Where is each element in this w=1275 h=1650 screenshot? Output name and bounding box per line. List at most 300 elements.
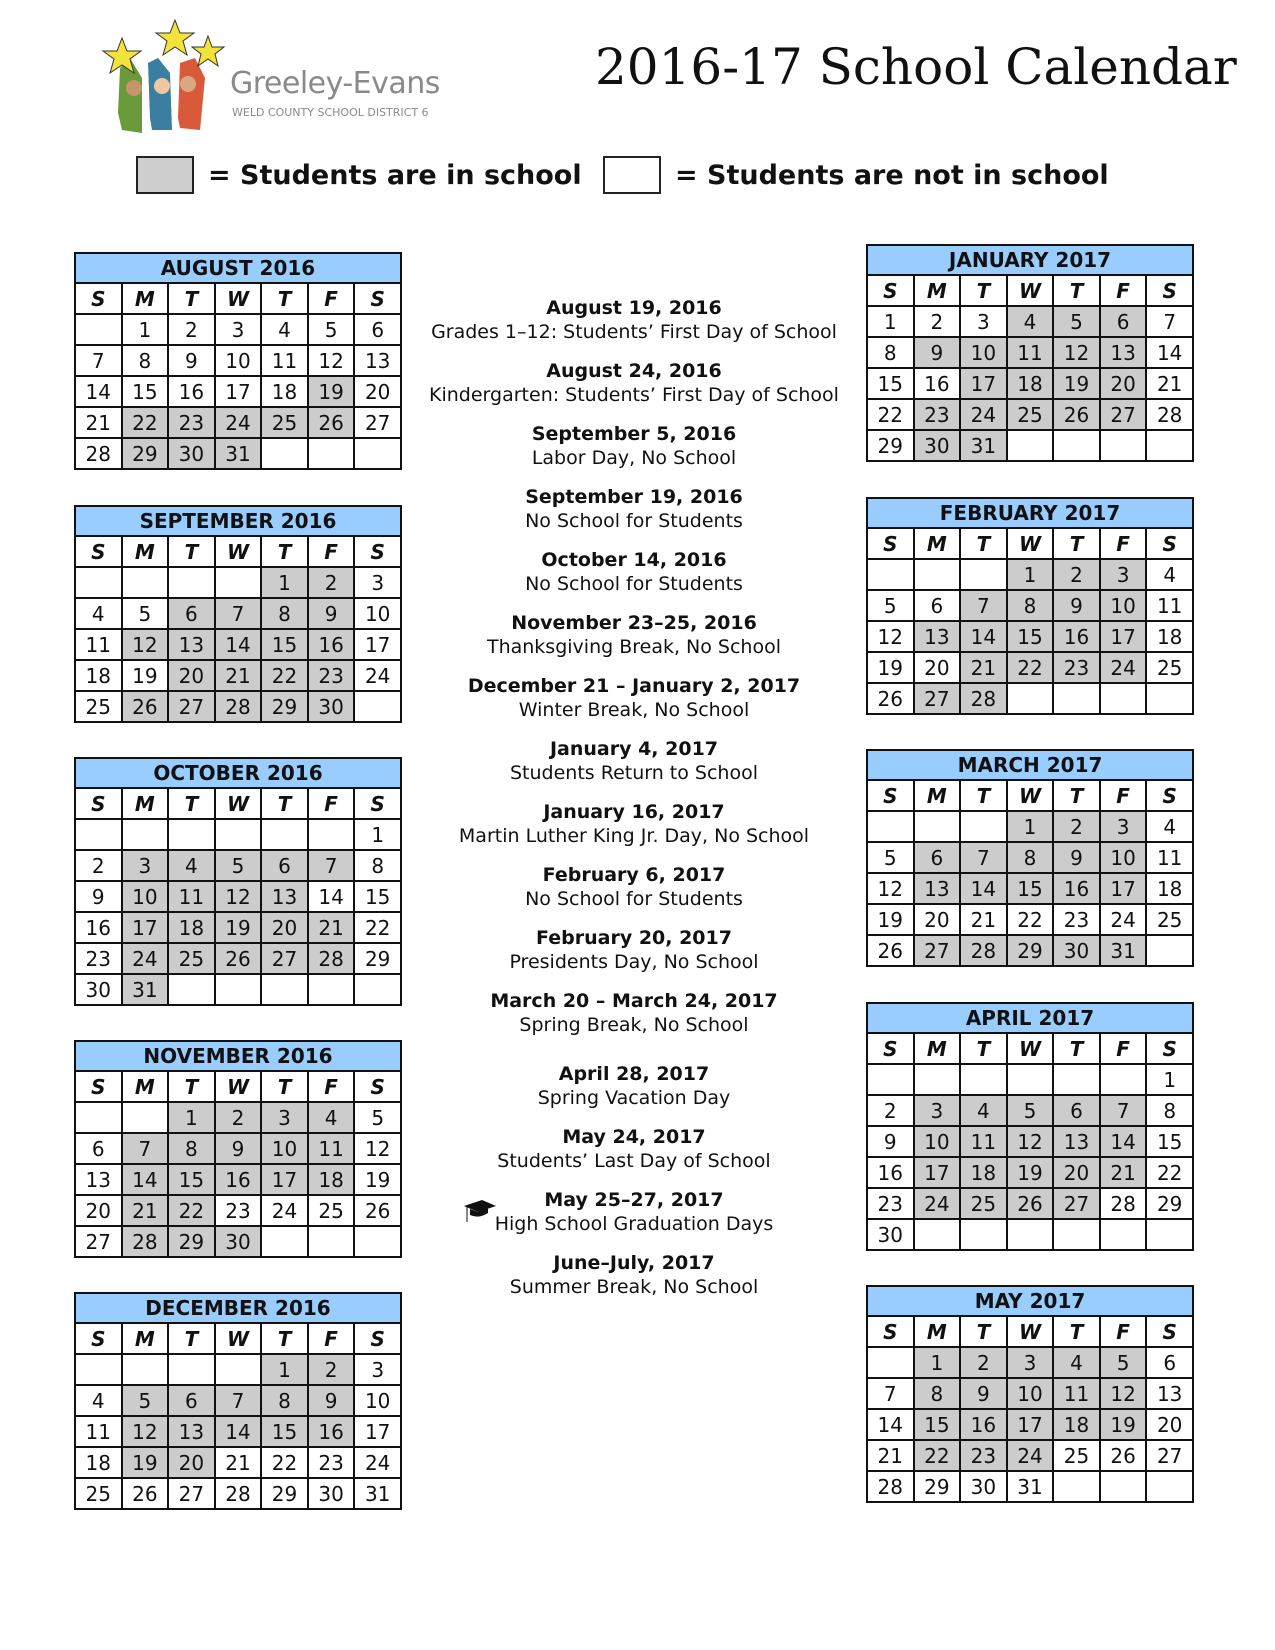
day-cell-no-school: 23 [308, 1447, 355, 1478]
day-cell-in-school: 20 [1053, 1157, 1100, 1188]
weekday-header: W [215, 1323, 262, 1354]
empty-cell [1146, 935, 1193, 966]
event-item [424, 1062, 844, 1125]
day-cell-no-school: 18 [75, 1447, 122, 1478]
day-cell-no-school: 15 [122, 376, 169, 407]
day-cell-no-school: 13 [354, 345, 401, 376]
day-cell-in-school: 9 [1053, 590, 1100, 621]
day-cell-in-school: 10 [122, 881, 169, 912]
weekday-header: T [261, 1071, 308, 1102]
day-cell-no-school: 15 [867, 368, 914, 399]
event-date: May 25–27, 2017 [544, 1189, 724, 1211]
day-cell-no-school: 22 [1146, 1157, 1193, 1188]
day-cell-in-school: 31 [122, 974, 169, 1005]
day-cell-no-school: 10 [354, 1385, 401, 1416]
day-cell-in-school: 25 [960, 1188, 1007, 1219]
day-cell-in-school: 4 [1007, 306, 1054, 337]
day-cell-no-school: 16 [75, 912, 122, 943]
day-cell-in-school: 21 [960, 652, 1007, 683]
day-cell-no-school: 6 [75, 1133, 122, 1164]
event-description: Presidents Day, No School [509, 951, 759, 973]
legend-not-in-school [603, 156, 1109, 194]
day-cell-no-school: 3 [354, 1354, 401, 1385]
day-cell-in-school: 14 [960, 621, 1007, 652]
event-date: September 19, 2016 [525, 486, 743, 508]
day-cell-in-school: 29 [168, 1226, 215, 1257]
day-cell-in-school: 27 [1100, 399, 1147, 430]
event-item [424, 485, 844, 548]
day-cell-in-school: 8 [261, 598, 308, 629]
day-cell-in-school: 30 [168, 438, 215, 469]
empty-cell [261, 438, 308, 469]
day-cell-no-school: 29 [354, 943, 401, 974]
empty-cell [960, 559, 1007, 590]
event-item [424, 1188, 844, 1251]
legend-not-in-school-label: = Students are not in school [675, 159, 1109, 191]
day-cell-in-school: 23 [960, 1440, 1007, 1471]
event-description: No School for Students [525, 573, 743, 595]
day-cell-no-school: 3 [215, 314, 262, 345]
day-cell-in-school: 13 [168, 629, 215, 660]
empty-cell [215, 1354, 262, 1385]
day-cell-in-school: 5 [215, 850, 262, 881]
weekday-header: F [1100, 528, 1147, 559]
day-cell-in-school: 11 [168, 881, 215, 912]
day-cell-in-school: 25 [261, 407, 308, 438]
day-cell-no-school: 25 [1146, 652, 1193, 683]
day-cell-in-school: 10 [960, 337, 1007, 368]
weekday-header: M [122, 1071, 169, 1102]
day-cell-no-school: 12 [867, 621, 914, 652]
day-cell-in-school: 10 [914, 1126, 961, 1157]
day-cell-in-school: 6 [914, 842, 961, 873]
event-description: Thanksgiving Break, No School [486, 636, 782, 658]
day-cell-no-school: 14 [867, 1409, 914, 1440]
empty-cell [75, 314, 122, 345]
day-cell-no-school: 6 [914, 590, 961, 621]
day-cell-no-school: 5 [867, 590, 914, 621]
empty-cell [1053, 683, 1100, 714]
day-cell-in-school: 16 [308, 1416, 355, 1447]
day-cell-no-school: 1 [867, 306, 914, 337]
gray-swatch-icon [136, 156, 194, 194]
weekday-header: F [1100, 1316, 1147, 1347]
day-cell-in-school: 2 [215, 1102, 262, 1133]
day-cell-no-school: 17 [354, 1416, 401, 1447]
day-cell-in-school: 20 [261, 912, 308, 943]
day-cell-no-school: 1 [122, 314, 169, 345]
day-cell-no-school: 19 [867, 652, 914, 683]
empty-cell [867, 1347, 914, 1378]
day-cell-no-school: 27 [75, 1226, 122, 1257]
empty-cell [354, 691, 401, 722]
day-cell-no-school: 3 [354, 567, 401, 598]
day-cell-no-school: 26 [354, 1195, 401, 1226]
day-cell-no-school: 25 [308, 1195, 355, 1226]
event-date: October 14, 2016 [541, 549, 727, 571]
day-cell-in-school: 14 [1100, 1126, 1147, 1157]
day-cell-no-school: 8 [354, 850, 401, 881]
weekday-header: S [75, 1071, 122, 1102]
weekday-header: S [354, 283, 401, 314]
day-cell-in-school: 9 [960, 1378, 1007, 1409]
empty-cell [1053, 1471, 1100, 1502]
day-cell-in-school: 2 [1053, 559, 1100, 590]
day-cell-no-school: 12 [308, 345, 355, 376]
day-cell-no-school: 24 [1100, 904, 1147, 935]
day-cell-no-school: 23 [1053, 904, 1100, 935]
empty-cell [75, 567, 122, 598]
day-cell-in-school: 13 [1100, 337, 1147, 368]
weekday-header: T [960, 1033, 1007, 1064]
day-cell-in-school: 9 [914, 337, 961, 368]
day-cell-no-school: 14 [308, 881, 355, 912]
weekday-header: M [122, 283, 169, 314]
day-cell-no-school: 26 [1100, 1440, 1147, 1471]
empty-cell [75, 819, 122, 850]
day-cell-no-school: 22 [354, 912, 401, 943]
day-cell-in-school: 6 [1100, 306, 1147, 337]
day-cell-no-school: 9 [867, 1126, 914, 1157]
graduation-cap-icon [464, 1200, 496, 1230]
legend-in-school [136, 156, 582, 194]
day-cell-in-school: 27 [914, 935, 961, 966]
day-cell-no-school: 15 [1146, 1126, 1193, 1157]
day-cell-in-school: 4 [960, 1095, 1007, 1126]
month-title: NOVEMBER 2016 [75, 1041, 401, 1071]
weekday-header: T [1053, 528, 1100, 559]
day-cell-no-school: 1 [1146, 1064, 1193, 1095]
day-cell-in-school: 23 [308, 660, 355, 691]
day-cell-no-school: 29 [1146, 1188, 1193, 1219]
event-date: May 24, 2017 [562, 1126, 706, 1148]
day-cell-no-school: 10 [354, 598, 401, 629]
empty-cell [914, 1064, 961, 1095]
weekday-header: S [1146, 528, 1193, 559]
weekday-header: S [1146, 275, 1193, 306]
event-item [424, 422, 844, 485]
day-cell-no-school: 29 [867, 430, 914, 461]
empty-cell [308, 974, 355, 1005]
weekday-header: S [867, 528, 914, 559]
day-cell-in-school: 19 [308, 376, 355, 407]
event-item [424, 737, 844, 800]
day-cell-in-school: 1 [1007, 811, 1054, 842]
event-description: Martin Luther King Jr. Day, No School [458, 825, 810, 847]
empty-cell [1007, 1219, 1054, 1250]
empty-cell [1053, 1064, 1100, 1095]
day-cell-no-school: 17 [215, 376, 262, 407]
day-cell-in-school: 6 [261, 850, 308, 881]
empty-cell [914, 1219, 961, 1250]
day-cell-in-school: 16 [960, 1409, 1007, 1440]
day-cell-no-school: 15 [354, 881, 401, 912]
day-cell-in-school: 3 [1100, 811, 1147, 842]
weekday-header: T [168, 788, 215, 819]
weekday-header: F [1100, 1033, 1147, 1064]
day-cell-in-school: 29 [1007, 935, 1054, 966]
day-cell-in-school: 12 [1100, 1378, 1147, 1409]
day-cell-in-school: 19 [122, 1447, 169, 1478]
month-title: APRIL 2017 [867, 1003, 1193, 1033]
day-cell-in-school: 22 [261, 660, 308, 691]
weekday-header: S [867, 1033, 914, 1064]
empty-cell [308, 1226, 355, 1257]
empty-cell [168, 567, 215, 598]
day-cell-no-school: 30 [308, 1478, 355, 1509]
day-cell-in-school: 15 [1007, 873, 1054, 904]
empty-cell [914, 811, 961, 842]
legend-in-school-label: = Students are in school [208, 159, 582, 191]
empty-cell [867, 811, 914, 842]
event-description: No School for Students [525, 510, 743, 532]
day-cell-in-school: 29 [261, 691, 308, 722]
day-cell-in-school: 15 [261, 1416, 308, 1447]
empty-cell [215, 974, 262, 1005]
day-cell-in-school: 5 [1053, 306, 1100, 337]
event-description: Spring Break, No School [519, 1014, 749, 1036]
event-item [424, 296, 844, 359]
empty-cell [867, 559, 914, 590]
day-cell-in-school: 17 [1100, 873, 1147, 904]
day-cell-no-school: 19 [867, 904, 914, 935]
day-cell-in-school: 1 [261, 567, 308, 598]
event-date: November 23–25, 2016 [511, 612, 757, 634]
empty-cell [168, 1354, 215, 1385]
weekday-header: F [308, 536, 355, 567]
day-cell-in-school: 5 [1100, 1347, 1147, 1378]
day-cell-in-school: 15 [168, 1164, 215, 1195]
day-cell-no-school: 23 [75, 943, 122, 974]
event-date: March 20 – March 24, 2017 [490, 990, 778, 1012]
day-cell-in-school: 3 [914, 1095, 961, 1126]
day-cell-in-school: 17 [1100, 621, 1147, 652]
empty-cell [1007, 1064, 1054, 1095]
day-cell-no-school: 11 [1146, 842, 1193, 873]
day-cell-no-school: 31 [354, 1478, 401, 1509]
day-cell-in-school: 7 [122, 1133, 169, 1164]
event-item [424, 1251, 844, 1314]
empty-cell [168, 974, 215, 1005]
month-calendar [866, 244, 1194, 462]
day-cell-in-school: 1 [914, 1347, 961, 1378]
month-title: OCTOBER 2016 [75, 758, 401, 788]
event-date: April 28, 2017 [558, 1063, 710, 1085]
day-cell-no-school: 6 [354, 314, 401, 345]
empty-cell [914, 559, 961, 590]
day-cell-no-school: 17 [354, 629, 401, 660]
event-date: January 16, 2017 [543, 801, 725, 823]
day-cell-in-school: 1 [168, 1102, 215, 1133]
weekday-header: S [867, 1316, 914, 1347]
empty-cell [261, 819, 308, 850]
day-cell-in-school: 23 [1053, 652, 1100, 683]
day-cell-in-school: 8 [914, 1378, 961, 1409]
day-cell-no-school: 28 [75, 438, 122, 469]
day-cell-in-school: 26 [308, 407, 355, 438]
month-title: DECEMBER 2016 [75, 1293, 401, 1323]
day-cell-in-school: 4 [168, 850, 215, 881]
day-cell-in-school: 2 [308, 1354, 355, 1385]
day-cell-no-school: 25 [75, 1478, 122, 1509]
day-cell-in-school: 27 [261, 943, 308, 974]
empty-cell [1100, 1471, 1147, 1502]
day-cell-in-school: 26 [215, 943, 262, 974]
month-calendar [866, 1002, 1194, 1251]
day-cell-no-school: 24 [354, 1447, 401, 1478]
day-cell-no-school: 2 [914, 306, 961, 337]
day-cell-no-school: 26 [867, 683, 914, 714]
day-cell-in-school: 24 [1007, 1440, 1054, 1471]
day-cell-in-school: 9 [1053, 842, 1100, 873]
event-description: Summer Break, No School [509, 1276, 759, 1298]
day-cell-in-school: 19 [1007, 1157, 1054, 1188]
day-cell-no-school: 20 [1146, 1409, 1193, 1440]
day-cell-in-school: 7 [1100, 1095, 1147, 1126]
day-cell-in-school: 27 [1053, 1188, 1100, 1219]
empty-cell [960, 811, 1007, 842]
day-cell-in-school: 2 [1053, 811, 1100, 842]
day-cell-no-school: 31 [1007, 1471, 1054, 1502]
weekday-header: M [914, 780, 961, 811]
day-cell-no-school: 4 [261, 314, 308, 345]
weekday-header: W [1007, 1316, 1054, 1347]
empty-cell [122, 1354, 169, 1385]
month-title: SEPTEMBER 2016 [75, 506, 401, 536]
weekday-header: M [914, 1316, 961, 1347]
weekday-header: T [168, 536, 215, 567]
day-cell-no-school: 16 [914, 368, 961, 399]
weekday-header: T [261, 1323, 308, 1354]
weekday-header: T [168, 1323, 215, 1354]
day-cell-no-school: 13 [1146, 1378, 1193, 1409]
month-title: AUGUST 2016 [75, 253, 401, 283]
weekday-header: M [914, 1033, 961, 1064]
day-cell-in-school: 24 [914, 1188, 961, 1219]
weekday-header: S [75, 283, 122, 314]
weekday-header: M [914, 275, 961, 306]
event-description: Winter Break, No School [518, 699, 750, 721]
day-cell-in-school: 7 [960, 842, 1007, 873]
empty-cell [354, 1226, 401, 1257]
month-title: FEBRUARY 2017 [867, 498, 1193, 528]
day-cell-in-school: 12 [122, 1416, 169, 1447]
empty-cell [1146, 683, 1193, 714]
day-cell-in-school: 8 [261, 1385, 308, 1416]
day-cell-no-school: 7 [1146, 306, 1193, 337]
weekday-header: T [960, 780, 1007, 811]
day-cell-no-school: 26 [122, 1478, 169, 1509]
day-cell-no-school: 16 [168, 376, 215, 407]
logo-name: Greeley-Evans [230, 66, 440, 101]
empty-cell [354, 974, 401, 1005]
day-cell-no-school: 12 [354, 1133, 401, 1164]
empty-cell [1100, 1219, 1147, 1250]
day-cell-in-school: 14 [960, 873, 1007, 904]
weekday-header: S [1146, 780, 1193, 811]
weekday-header: S [75, 788, 122, 819]
empty-cell [1007, 430, 1054, 461]
day-cell-no-school: 11 [1146, 590, 1193, 621]
empty-cell [1100, 683, 1147, 714]
day-cell-in-school: 9 [308, 598, 355, 629]
weekday-header: S [354, 536, 401, 567]
month-title: MARCH 2017 [867, 750, 1193, 780]
day-cell-in-school: 22 [168, 1195, 215, 1226]
empty-cell [215, 819, 262, 850]
month-calendar [866, 749, 1194, 967]
weekday-header: T [261, 283, 308, 314]
day-cell-no-school: 9 [168, 345, 215, 376]
event-date: September 5, 2016 [531, 423, 737, 445]
event-item [424, 800, 844, 863]
weekday-header: M [122, 788, 169, 819]
empty-cell [168, 819, 215, 850]
day-cell-in-school: 3 [122, 850, 169, 881]
day-cell-no-school: 21 [867, 1440, 914, 1471]
day-cell-in-school: 26 [122, 691, 169, 722]
day-cell-in-school: 31 [960, 430, 1007, 461]
empty-cell [960, 1064, 1007, 1095]
day-cell-in-school: 6 [168, 1385, 215, 1416]
weekday-header: M [122, 1323, 169, 1354]
weekday-header: W [215, 283, 262, 314]
weekday-header: F [308, 788, 355, 819]
day-cell-no-school: 18 [1146, 621, 1193, 652]
day-cell-no-school: 21 [215, 1447, 262, 1478]
day-cell-no-school: 14 [75, 376, 122, 407]
weekday-header: F [308, 283, 355, 314]
empty-cell [122, 567, 169, 598]
empty-cell [1146, 1219, 1193, 1250]
day-cell-in-school: 9 [308, 1385, 355, 1416]
day-cell-in-school: 24 [122, 943, 169, 974]
empty-cell [215, 567, 262, 598]
weekday-header: S [1146, 1033, 1193, 1064]
day-cell-in-school: 11 [960, 1126, 1007, 1157]
weekday-header: F [308, 1071, 355, 1102]
day-cell-in-school: 17 [1007, 1409, 1054, 1440]
day-cell-in-school: 24 [1100, 652, 1147, 683]
empty-cell [122, 1102, 169, 1133]
empty-cell [308, 438, 355, 469]
empty-cell [867, 1064, 914, 1095]
day-cell-no-school: 22 [1007, 904, 1054, 935]
day-cell-in-school: 25 [168, 943, 215, 974]
day-cell-in-school: 2 [960, 1347, 1007, 1378]
weekday-header: M [122, 536, 169, 567]
stars-children-icon [100, 18, 230, 138]
day-cell-no-school: 11 [75, 629, 122, 660]
day-cell-no-school: 18 [261, 376, 308, 407]
day-cell-no-school: 28 [867, 1471, 914, 1502]
day-cell-in-school: 19 [215, 912, 262, 943]
event-item [424, 926, 844, 989]
day-cell-no-school: 13 [75, 1164, 122, 1195]
day-cell-in-school: 12 [1053, 337, 1100, 368]
day-cell-in-school: 17 [122, 912, 169, 943]
day-cell-in-school: 1 [261, 1354, 308, 1385]
event-description: Grades 1–12: Students’ First Day of School [431, 321, 837, 343]
event-description: Spring Vacation Day [537, 1087, 731, 1109]
day-cell-in-school: 5 [122, 1385, 169, 1416]
month-calendar [74, 757, 402, 1006]
day-cell-no-school: 4 [1146, 559, 1193, 590]
day-cell-in-school: 13 [914, 873, 961, 904]
event-item [424, 548, 844, 611]
day-cell-in-school: 30 [1053, 935, 1100, 966]
event-description: Labor Day, No School [531, 447, 737, 469]
